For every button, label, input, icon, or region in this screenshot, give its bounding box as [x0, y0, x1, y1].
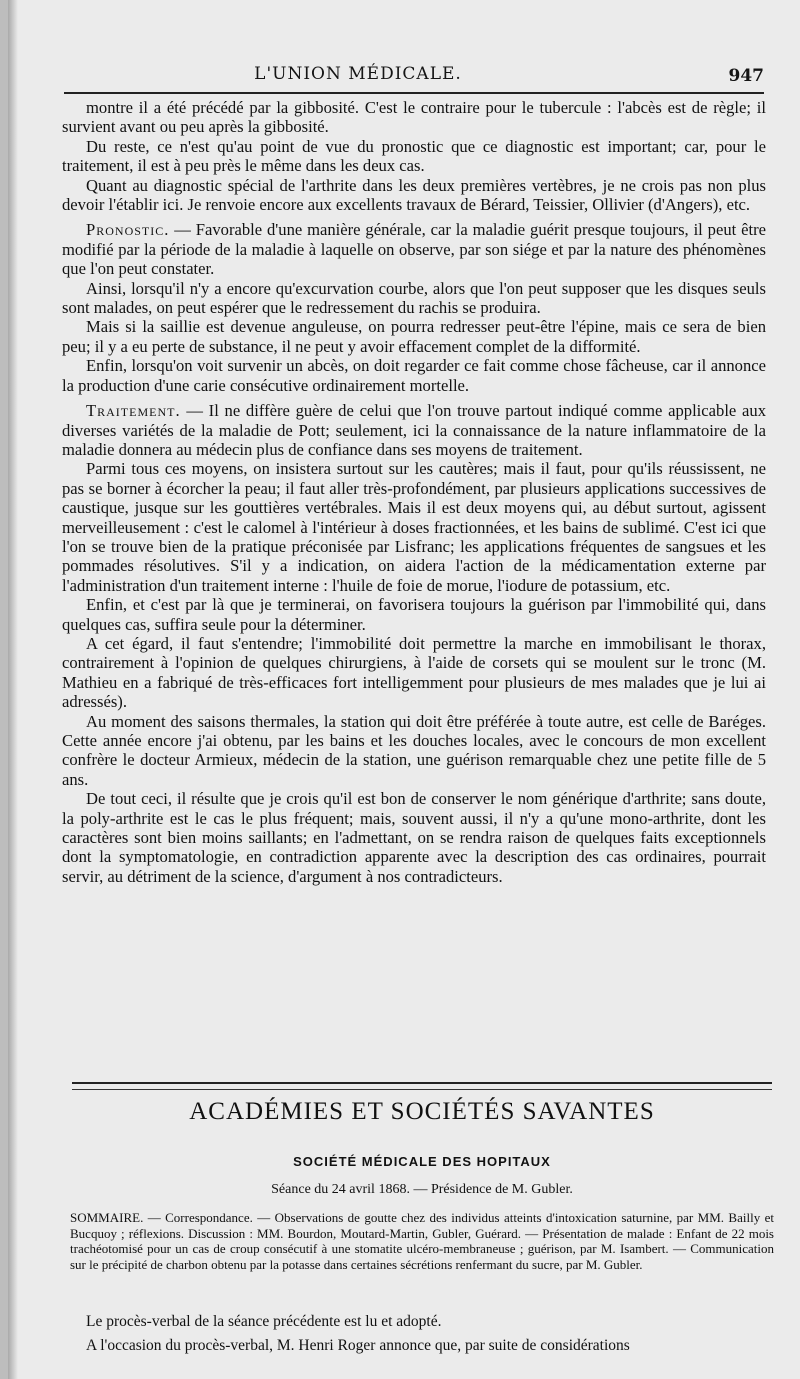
paragraph: Enfin, et c'est par là que je terminerai, on favorisera toujours la guérison par l'immobilité qui, dans quelques cas, suffira seule pour la déterminer.	[62, 595, 766, 634]
sommaire: SOMMAIRE. — Correspondance. — Observations de goutte chez des individus atteints d'intoxication saturnine, par MM. Bailly et Bucquoy ; réflexions. Discussion : MM. Bourdon, Moutard-Martin, Gubler, Guérard. — Présentation de malade : Enfant de 22 mois trachéotomisé pour un cas de croup consécutif à une stomatite ulcéro-membraneuse ; guérison, par M. Isambert. — Communication sur le précipité de charbon obtenu par la potasse dans certaines sécrétions renfermant du sucre, par M. Gubler.	[70, 1210, 774, 1272]
paragraph: montre il a été précédé par la gibbosité. C'est le contraire pour le tubercule : l'abcès est de règle; il survient avant ou peu après la gibbosité.	[62, 98, 766, 137]
section-divider	[72, 1082, 772, 1090]
paragraph-text: — Favorable d'une manière générale, car la maladie guérit presque toujours, il peut être modifié par la période de la maladie à laquelle on observe, par son siége et par la nature des phénomènes que l'on peut constater.	[62, 220, 766, 279]
paragraph: Enfin, lorsqu'on voit survenir un abcès, on doit regarder ce fait comme chose fâcheuse, car il annonce la production d'une carie consécutive ordinairement mortelle.	[62, 356, 766, 395]
running-header	[8, 64, 800, 90]
paragraph: Mais si la saillie est devenue anguleuse, on pourra redresser peut-être l'épine, mais ce sera de bien peu; il y a eu perte de substance, il ne peut y avoir effacement complet de la difformité.	[62, 317, 766, 356]
header-rule	[64, 92, 764, 94]
paragraph: A l'occasion du procès-verbal, M. Henri Roger annonce que, par suite de considérations	[86, 1337, 630, 1354]
section-head-traitement: Traitement.	[86, 401, 181, 421]
paragraph: Du reste, ce n'est qu'au point de vue du pronostic que ce diagnostic est important; car, pour le traitement, il est à peu près le même dans les deux cas.	[62, 136, 766, 176]
paragraph: Ainsi, lorsqu'il n'y a encore qu'excurvation courbe, alors que l'on peut supposer que les disques seuls sont malades, on peut espérer que le redressement du rachis se produira.	[62, 278, 766, 318]
society-name: SOCIÉTÉ MÉDICALE DES HOPITAUX	[293, 1154, 551, 1169]
journal-title: L'UNION MÉDICALE.	[254, 64, 462, 84]
section-title: ACADÉMIES ET SOCIÉTÉS SAVANTES	[189, 1098, 655, 1125]
paragraph: Le procès-verbal de la séance précédente est lu et adopté.	[86, 1313, 442, 1330]
paragraph-traitement	[62, 401, 766, 459]
journal-page	[8, 0, 800, 1379]
session-line: Séance du 24 avril 1868. — Présidence de M. Gubler.	[271, 1182, 573, 1197]
page-number: 947	[728, 66, 764, 86]
section-head-pronostic: Pronostic.	[86, 220, 170, 240]
paragraph-text: — Il ne diffère guère de celui que l'on trouve partout indiqué comme applicable aux diverses variétés de la maladie de Pott; seulement, ici la connaissance de la nature inflammatoire de la maladie donnera au médecin plus de confiance dans ses moyens de traitement.	[62, 401, 766, 459]
article-body	[62, 98, 766, 886]
paragraph: Quant au diagnostic spécial de l'arthrite dans les deux premières vertèbres, je ne crois pas non plus devoir l'établir ici. Je renvoie encore aux excellents travaux de Bérard, Teissier, Ollivier (d'Angers), etc.	[62, 175, 766, 215]
paragraph: Au moment des saisons thermales, la station qui doit être préférée à toute autre, est celle de Baréges. Cette année encore j'ai obtenu, par les bains et les douches locales, avec le concours de mon excellent confrère le docteur Armieux, médecin de la station, une guérison remarquable chez une petite fille de 5 ans.	[62, 711, 766, 789]
paragraph-pronostic	[62, 220, 766, 278]
paragraph: A cet égard, il faut s'entendre; l'immobilité doit permettre la marche en immobilisant le thorax, contrairement à l'opinion de quelques chirurgiens, à l'aide de corsets qui se moulent sur le tronc (M. Mathieu en a fabriqué de très-efficaces fort intelligemment pour plusieurs de mes malades que je lui ai adressés).	[62, 633, 766, 712]
paragraph: De tout ceci, il résulte que je crois qu'il est bon de conserver le nom générique d'arthrite; sans doute, la poly-arthrite est le cas le plus fréquent; mais, souvent aussi, il n'y a qu'une mono-arthrite, dont les caractères sont bien moins saillants; en l'admettant, on se rendra raison de quelques faits exceptionnels dont la symptomatologie, en contradiction apparente avec la description des cas ordinaires, pourrait servir, au détriment de la science, d'argument à nos contradicteurs.	[62, 789, 766, 886]
proces-verbal	[70, 1310, 774, 1358]
paragraph: Parmi tous ces moyens, on insistera surtout sur les cautères; mais il faut, pour qu'ils réussissent, ne pas se borner à écorcher la peau; il faut aller très-profondément, par plusieurs applications successives de caustique, jusque sur les gouttières vertébrales. Mais il est deux moyens qui, au début surtout, agissent merveilleusement : c'est le calomel à l'intérieur à doses fractionnées, et les bains de sublimé. C'est ici que l'on se trouve bien de la pratique préconisée par Lisfranc; les applications fréquentes de sangsues et les pommades résolutives. S'il y a indication, on aidera l'action de la médicamentation externe par l'administration d'un traitement interne : l'huile de foie de morue, l'iodure de potassium, etc.	[62, 459, 766, 595]
